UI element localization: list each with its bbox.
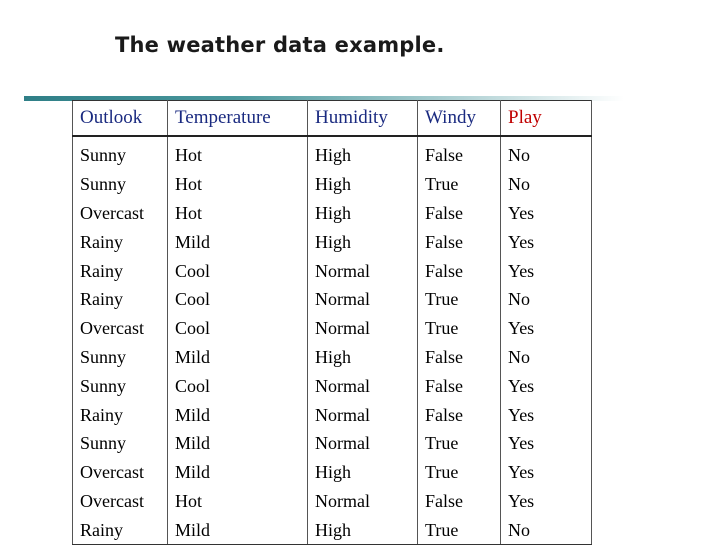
table-row [73, 487, 592, 516]
weather-data-table [72, 100, 592, 545]
table-row [73, 371, 592, 400]
cell-outlook: Sunny [73, 343, 168, 372]
cell-play: Yes [501, 429, 592, 458]
cell-humidity: Normal [308, 487, 418, 516]
cell-windy: False [418, 487, 501, 516]
cell-play: Yes [501, 371, 592, 400]
table-row [73, 285, 592, 314]
table-row [73, 458, 592, 487]
cell-windy: True [418, 458, 501, 487]
cell-play: Yes [501, 487, 592, 516]
cell-humidity: High [308, 136, 418, 170]
cell-temperature: Mild [168, 458, 308, 487]
table-header [73, 101, 592, 137]
cell-temperature: Mild [168, 400, 308, 429]
table-row [73, 429, 592, 458]
cell-windy: False [418, 371, 501, 400]
cell-outlook: Overcast [73, 487, 168, 516]
cell-humidity: Normal [308, 400, 418, 429]
cell-play: No [501, 136, 592, 170]
cell-windy: False [418, 136, 501, 170]
table-row [73, 314, 592, 343]
cell-temperature: Mild [168, 343, 308, 372]
cell-outlook: Rainy [73, 256, 168, 285]
table-row [73, 343, 592, 372]
cell-temperature: Hot [168, 170, 308, 199]
cell-outlook: Rainy [73, 285, 168, 314]
cell-outlook: Sunny [73, 136, 168, 170]
cell-humidity: High [308, 170, 418, 199]
cell-temperature: Mild [168, 515, 308, 544]
cell-outlook: Overcast [73, 314, 168, 343]
cell-humidity: Normal [308, 314, 418, 343]
cell-outlook: Rainy [73, 400, 168, 429]
cell-play: No [501, 170, 592, 199]
cell-temperature: Hot [168, 199, 308, 228]
cell-play: No [501, 285, 592, 314]
cell-windy: True [418, 170, 501, 199]
header-temperature: Temperature [168, 101, 308, 137]
cell-windy: True [418, 429, 501, 458]
header-play: Play [501, 101, 592, 137]
cell-windy: True [418, 314, 501, 343]
table-row [73, 170, 592, 199]
cell-outlook: Sunny [73, 429, 168, 458]
cell-windy: False [418, 256, 501, 285]
cell-humidity: High [308, 227, 418, 256]
table-body [73, 136, 592, 545]
cell-windy: False [418, 400, 501, 429]
cell-windy: True [418, 285, 501, 314]
header-outlook: Outlook [73, 101, 168, 137]
header-windy: Windy [418, 101, 501, 137]
cell-windy: False [418, 343, 501, 372]
cell-play: Yes [501, 400, 592, 429]
cell-humidity: High [308, 458, 418, 487]
cell-windy: True [418, 515, 501, 544]
table-row [73, 515, 592, 544]
cell-outlook: Rainy [73, 227, 168, 256]
cell-outlook: Rainy [73, 515, 168, 544]
table-row [73, 136, 592, 170]
cell-humidity: Normal [308, 256, 418, 285]
table-row [73, 400, 592, 429]
cell-humidity: High [308, 515, 418, 544]
header-row [73, 101, 592, 137]
slide-title: The weather data example. [115, 33, 445, 57]
table-row [73, 199, 592, 228]
cell-temperature: Hot [168, 487, 308, 516]
cell-outlook: Overcast [73, 199, 168, 228]
cell-play: Yes [501, 199, 592, 228]
header-humidity: Humidity [308, 101, 418, 137]
cell-humidity: Normal [308, 285, 418, 314]
cell-outlook: Overcast [73, 458, 168, 487]
cell-humidity: High [308, 343, 418, 372]
cell-play: No [501, 515, 592, 544]
cell-play: Yes [501, 458, 592, 487]
cell-temperature: Cool [168, 285, 308, 314]
cell-temperature: Cool [168, 256, 308, 285]
cell-humidity: Normal [308, 429, 418, 458]
cell-outlook: Sunny [73, 371, 168, 400]
cell-humidity: High [308, 199, 418, 228]
cell-windy: False [418, 199, 501, 228]
cell-play: No [501, 343, 592, 372]
cell-temperature: Hot [168, 136, 308, 170]
cell-windy: False [418, 227, 501, 256]
cell-temperature: Mild [168, 227, 308, 256]
cell-temperature: Cool [168, 371, 308, 400]
table-row [73, 227, 592, 256]
cell-outlook: Sunny [73, 170, 168, 199]
cell-play: Yes [501, 227, 592, 256]
cell-humidity: Normal [308, 371, 418, 400]
cell-temperature: Cool [168, 314, 308, 343]
cell-play: Yes [501, 256, 592, 285]
cell-play: Yes [501, 314, 592, 343]
table-row [73, 256, 592, 285]
cell-temperature: Mild [168, 429, 308, 458]
